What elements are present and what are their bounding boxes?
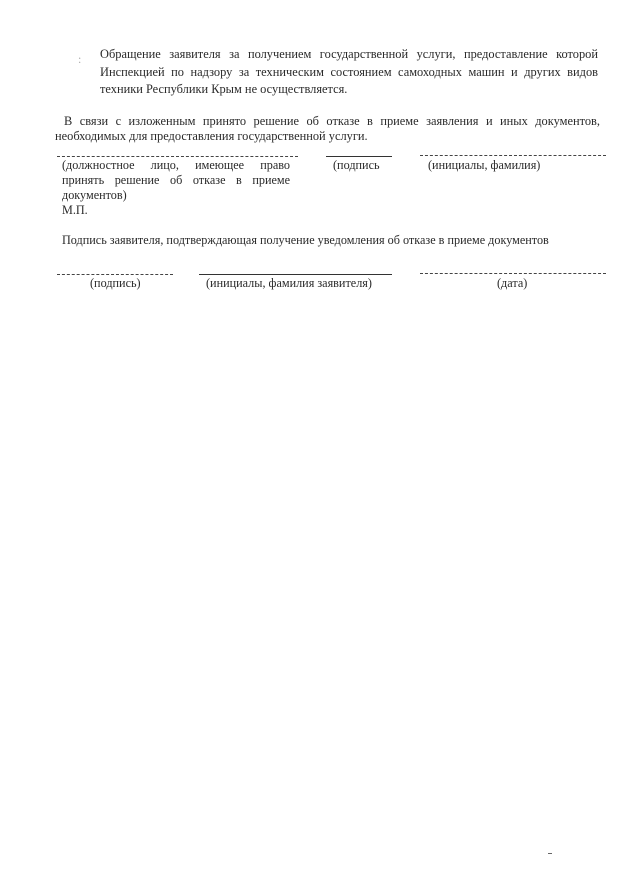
official-name-caption: (инициалы, фамилия) [428,158,541,172]
scan-mark [548,853,552,854]
official-signature-line [326,156,392,157]
bullet-mark: : [78,52,82,66]
official-signature-caption: (подпись [333,158,380,172]
applicant-confirmation-text: Подпись заявителя, подтверждающая получение уведомления об отказе в приеме документов [62,233,549,247]
applicant-date-line [420,273,606,274]
official-position-caption: (должностное лицо, имеющее право принять решение об отказе в приеме документов) [62,158,290,202]
applicant-name-caption: (инициалы, фамилия заявителя) [206,276,372,290]
stamp-label: М.П. [62,203,88,217]
decision-paragraph: В связи с изложенным принято решение об отказе в приеме заявления и иных документов, необходимых для предоставления государственной услуги. [55,114,600,143]
applicant-signature-caption: (подпись) [90,276,141,290]
official-name-line [420,155,606,156]
applicant-date-caption: (дата) [497,276,528,290]
appeal-paragraph: Обращение заявителя за получением государственной услуги, предоставление которой Инспекцией по надзору за техническим состоянием самоходных машин и других видов техники Республики Крым не осуществляется. [100,47,598,96]
applicant-name-line [199,274,392,275]
official-position-line [57,156,298,157]
applicant-signature-line [57,274,173,275]
